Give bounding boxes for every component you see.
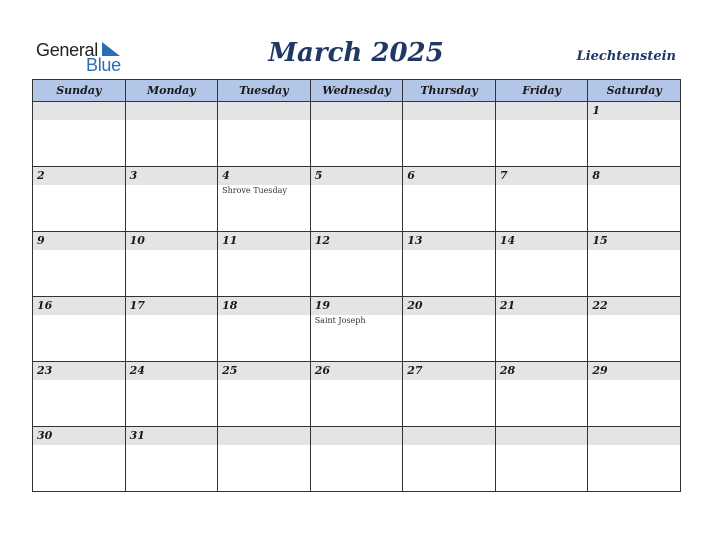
day-number: 8 (592, 169, 601, 182)
day-number-band (588, 232, 680, 250)
week-row (33, 167, 681, 232)
day-number: 14 (499, 234, 516, 247)
day-number-band (496, 297, 588, 315)
day-cell (588, 232, 681, 297)
week-row (33, 362, 681, 427)
day-cell (310, 362, 403, 427)
day-cell (588, 102, 681, 167)
weekday-header: Monday (125, 80, 218, 102)
day-cell (33, 232, 126, 297)
weekday-header: Sunday (33, 80, 126, 102)
day-number-band (588, 167, 680, 185)
day-number: 18 (222, 299, 238, 312)
day-cell (310, 232, 403, 297)
day-number: 3 (129, 169, 138, 182)
day-cell (310, 297, 403, 362)
day-number: 20 (407, 299, 423, 312)
day-number: 12 (314, 234, 330, 247)
day-cell (588, 167, 681, 232)
day-number-band (33, 102, 125, 120)
day-number: 4 (222, 169, 230, 182)
day-cell (33, 102, 126, 167)
weekday-header: Friday (495, 80, 588, 102)
day-number-band (588, 427, 680, 445)
day-cell (403, 427, 496, 492)
day-number: 26 (314, 364, 330, 377)
day-number-band (403, 232, 495, 250)
day-number-band (126, 297, 218, 315)
day-cell (125, 232, 218, 297)
day-number-band (218, 102, 310, 120)
day-cell (218, 427, 311, 492)
day-number-band (126, 232, 218, 250)
calendar-title: March 2025 (268, 38, 444, 68)
weekday-header: Saturday (588, 80, 681, 102)
holiday-label: Shrove Tuesday (222, 186, 287, 195)
day-number-band (403, 427, 495, 445)
day-cell (403, 232, 496, 297)
day-number-band (311, 297, 403, 315)
weekday-header: Tuesday (218, 80, 311, 102)
day-number-band (33, 362, 125, 380)
day-number: 30 (37, 429, 53, 442)
day-number: 25 (222, 364, 238, 377)
day-number: 27 (407, 364, 423, 377)
day-cell (495, 232, 588, 297)
day-number-band (588, 102, 680, 120)
day-number-band (33, 232, 125, 250)
week-row (33, 427, 681, 492)
day-number-band (496, 102, 588, 120)
day-number-band (588, 297, 680, 315)
week-row (33, 232, 681, 297)
calendar-grid (32, 79, 681, 492)
day-cell (33, 167, 126, 232)
day-number-band (496, 167, 588, 185)
day-number-band (126, 427, 218, 445)
day-cell (403, 297, 496, 362)
weekday-header: Thursday (403, 80, 496, 102)
day-number-band (126, 102, 218, 120)
day-cell (588, 362, 681, 427)
day-cell (403, 362, 496, 427)
day-number: 10 (129, 234, 145, 247)
day-number: 16 (37, 299, 53, 312)
day-number: 31 (129, 429, 145, 442)
day-number: 23 (37, 364, 53, 377)
weekday-header-row (33, 80, 681, 102)
day-cell (33, 427, 126, 492)
day-number-band (311, 362, 403, 380)
day-number-band (496, 232, 588, 250)
week-row (33, 297, 681, 362)
day-cell (125, 167, 218, 232)
logo-blue-text: Blue (86, 55, 121, 75)
day-cell (588, 427, 681, 492)
day-number: 11 (222, 234, 238, 247)
day-cell (218, 102, 311, 167)
day-number-band (33, 167, 125, 185)
day-cell (495, 297, 588, 362)
day-number-band (33, 297, 125, 315)
day-number: 9 (37, 234, 45, 247)
day-number-band (218, 232, 310, 250)
day-number: 15 (592, 234, 608, 247)
holiday-label: Saint Joseph (314, 316, 366, 325)
day-cell (495, 427, 588, 492)
day-number-band (311, 102, 403, 120)
day-cell (218, 232, 311, 297)
day-number-band (311, 167, 403, 185)
day-cell (125, 297, 218, 362)
day-cell (125, 427, 218, 492)
day-cell (403, 102, 496, 167)
week-row (33, 102, 681, 167)
day-number: 13 (407, 234, 423, 247)
day-number-band (33, 427, 125, 445)
day-number: 2 (37, 169, 45, 182)
day-number-band (126, 167, 218, 185)
day-cell (495, 362, 588, 427)
day-number-band (311, 232, 403, 250)
day-number-band (218, 297, 310, 315)
logo-general-text: General (36, 40, 98, 60)
day-number: 24 (129, 364, 145, 377)
day-cell (310, 167, 403, 232)
day-cell (33, 362, 126, 427)
day-number: 17 (129, 299, 145, 312)
day-number: 22 (592, 299, 608, 312)
day-cell (218, 362, 311, 427)
day-number: 21 (499, 299, 516, 312)
day-number-band (403, 297, 495, 315)
day-number: 1 (592, 104, 601, 117)
day-number: 29 (592, 364, 608, 377)
day-cell (125, 102, 218, 167)
day-number-band (218, 427, 310, 445)
day-number: 7 (499, 169, 508, 182)
day-cell (218, 297, 311, 362)
day-cell (495, 102, 588, 167)
country-label: Liechtenstein (576, 49, 676, 64)
day-number-band (403, 362, 495, 380)
day-number-band (218, 362, 310, 380)
day-cell (310, 102, 403, 167)
day-number-band (311, 427, 403, 445)
day-number: 6 (407, 169, 415, 182)
day-cell (125, 362, 218, 427)
weekday-header: Wednesday (310, 80, 403, 102)
day-cell (33, 297, 126, 362)
day-number: 5 (314, 169, 323, 182)
day-number-band (588, 362, 680, 380)
day-number-band (496, 362, 588, 380)
day-number-band (403, 102, 495, 120)
day-number: 28 (499, 364, 516, 377)
day-cell (403, 167, 496, 232)
day-number-band (126, 362, 218, 380)
day-number-band (218, 167, 310, 185)
day-cell (588, 297, 681, 362)
day-number: 19 (314, 299, 330, 312)
day-number-band (403, 167, 495, 185)
day-cell (218, 167, 311, 232)
day-number-band (496, 427, 588, 445)
day-cell (495, 167, 588, 232)
day-cell (310, 427, 403, 492)
